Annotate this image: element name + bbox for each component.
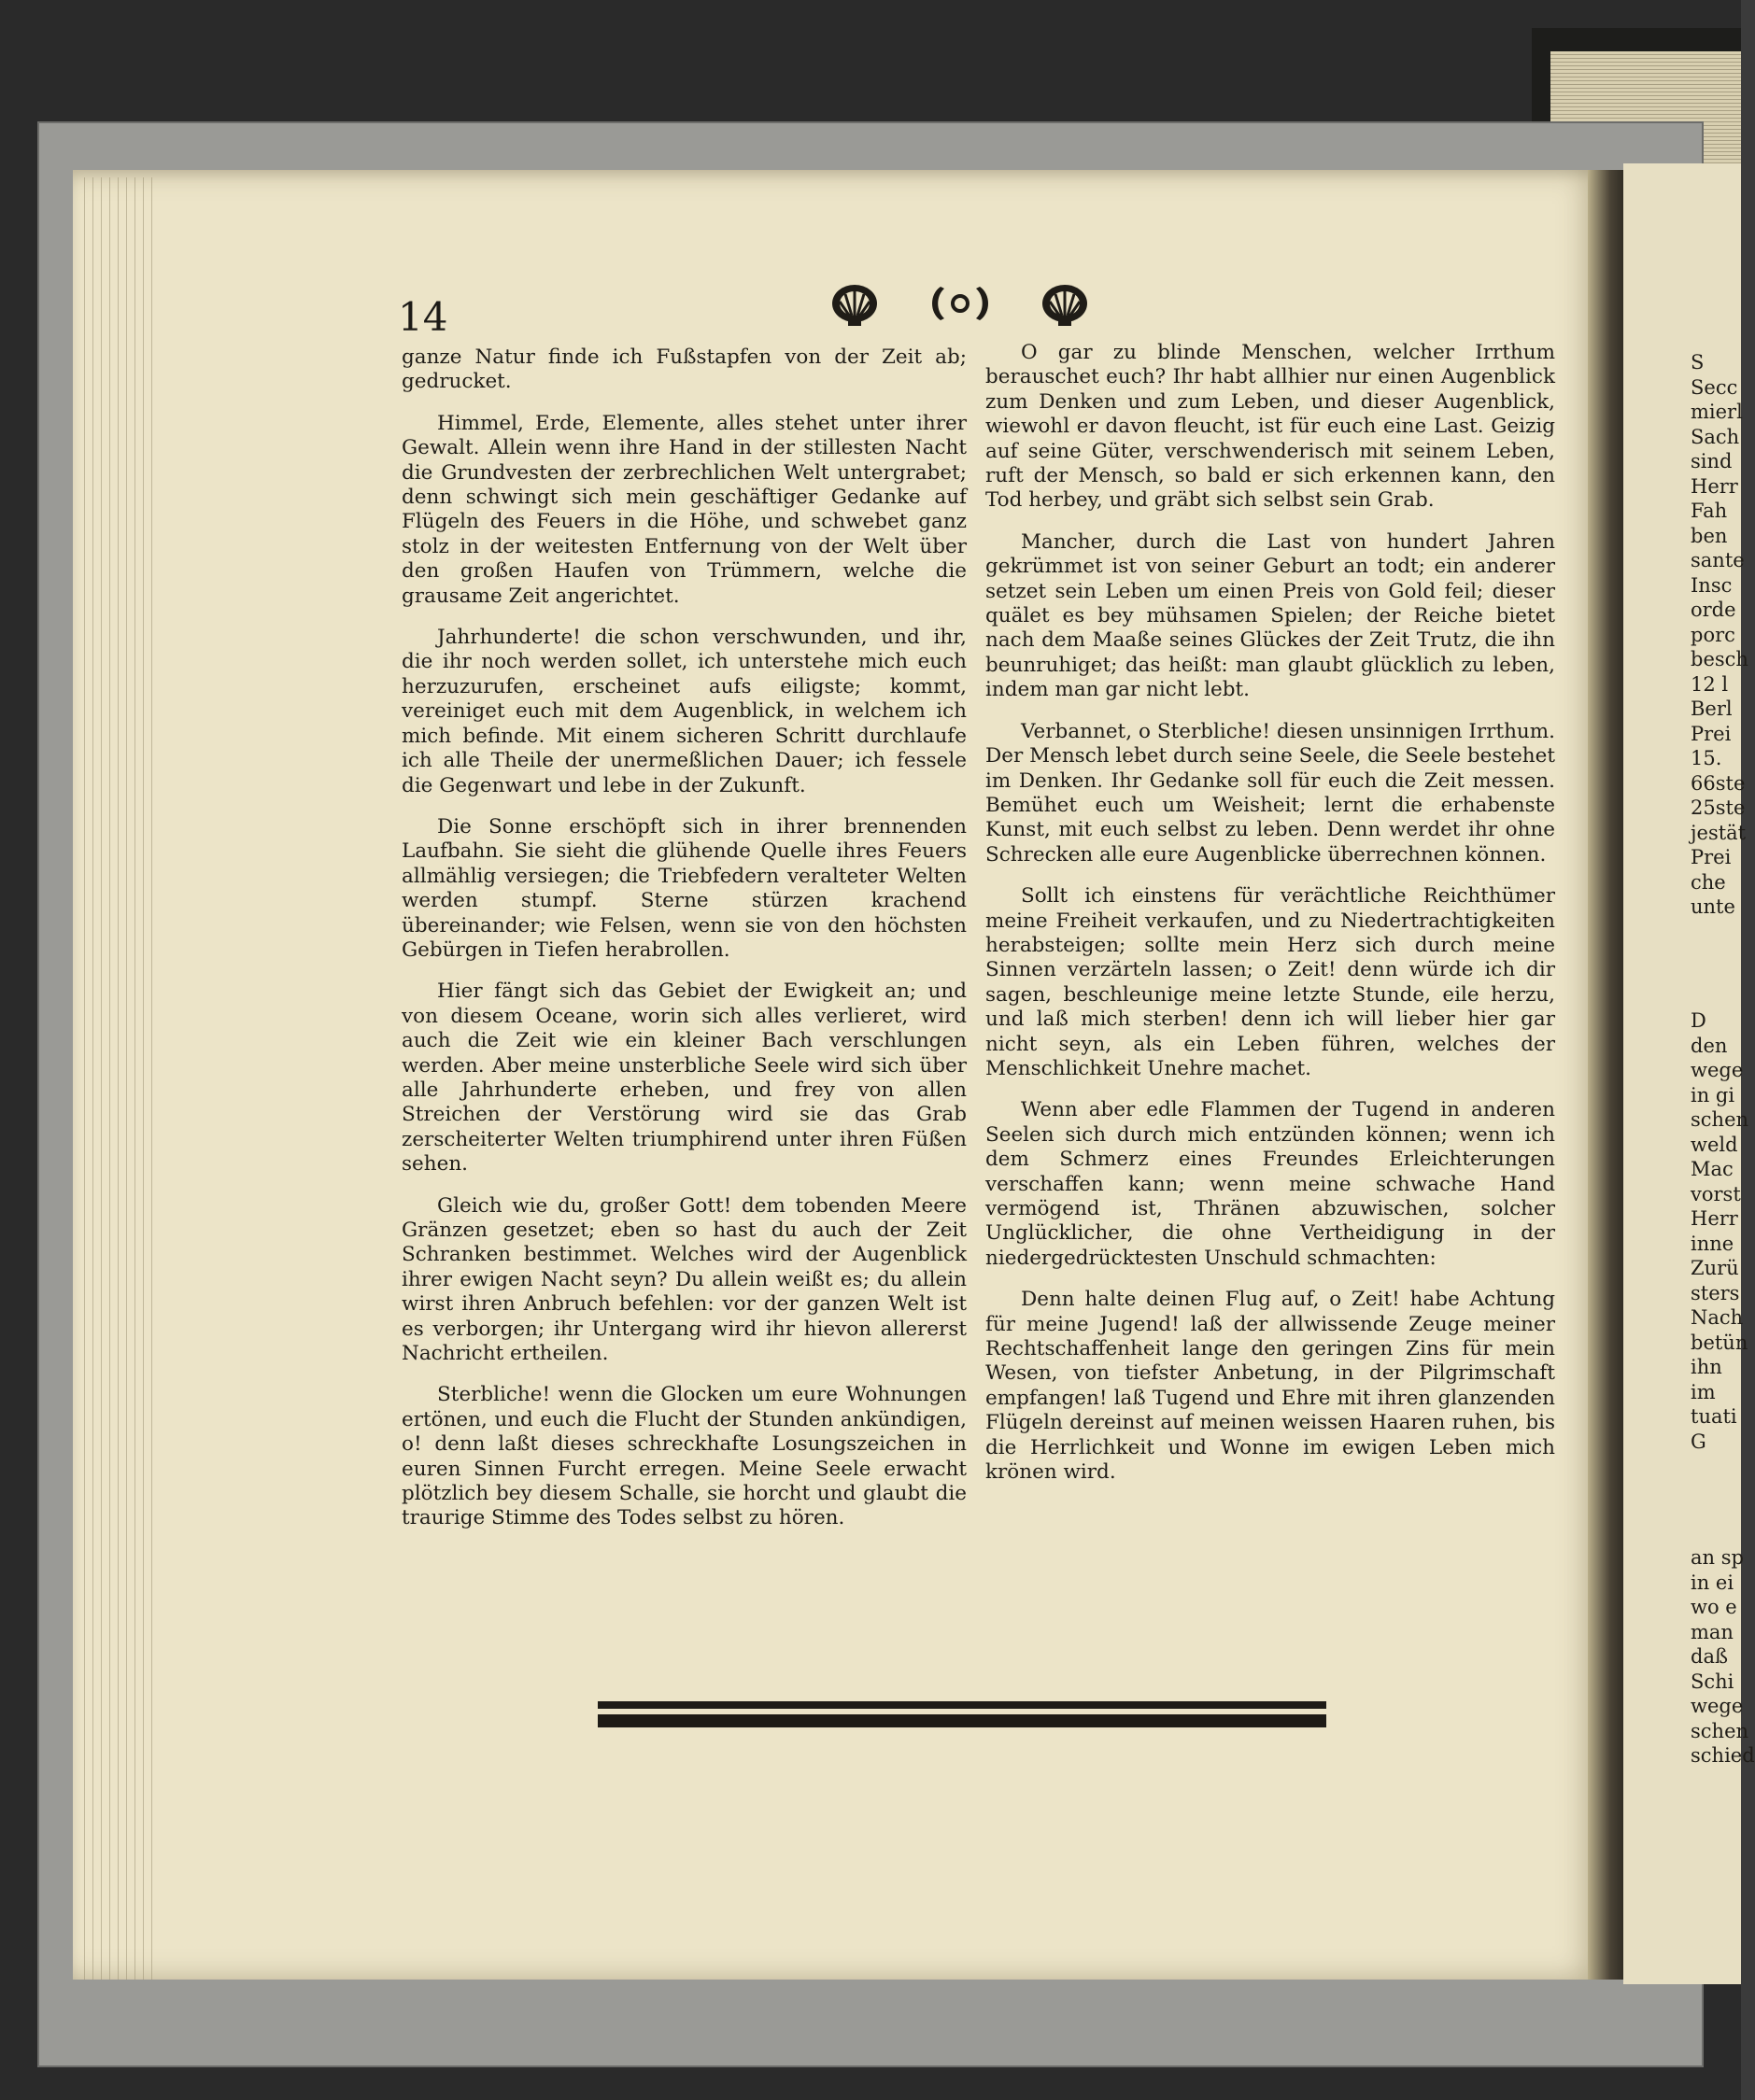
- paragraph: O gar zu blinde Menschen, welcher Irrthum berauschet euch? Ihr habt allhier nur einen Augenblick zum Denken und zum Leben, und dieser Augenblick, wiewohl er davon fleucht, ist für euch eine Last. Geizig auf seine Güter, verschwenderisch mit seinem Leben, ruft der Mensch, so bald er sich erkennen kann, den Tod herbey, und gräbt sich selbst sein Grab.: [985, 341, 1555, 513]
- paragraph: Jahrhunderte! die schon verschwunden, und ihr, die ihr noch werden sollet, ich unterstehe mich euch herzuzurufen, erscheinet aufs eiligste; kommt, vereiniget euch mit dem Augenblick, in welchem ich mich befinde. Mit einem sicheren Schritt durchlaufe ich alle Theile der unermeßlichen Dauer; ich fessele die Gegenwart und lebe in der Zukunft.: [402, 626, 967, 797]
- facing-page-fragment: Nach: [1691, 1306, 1744, 1329]
- paragraph: Verbannet, o Sterbliche! diesen unsinnigen Irrthum. Der Mensch lebet durch seine Seele, die Seele bestehet im Denken. Ihr Gedanke soll für euch die Zeit messen. Bemühet euch um Weisheit; lernt die erhabenste Kunst, mit euch selbst zu leben. Denn werdet ihr ohne Schrecken alle eure Augenblicke überrechnen können.: [985, 719, 1555, 867]
- facing-page-fragment: 15.: [1691, 747, 1722, 769]
- facing-page-fragment: Herr: [1691, 1207, 1738, 1230]
- facing-page-fragment: tuati: [1691, 1405, 1737, 1428]
- end-rule: [598, 1701, 1326, 1727]
- ornament-graphic: [822, 275, 1111, 331]
- facing-page-fragment: daß: [1691, 1645, 1728, 1668]
- facing-page-fragment: schen: [1691, 1108, 1749, 1131]
- facing-page-fragment: Prei: [1691, 722, 1732, 745]
- facing-page-fragment: porc: [1691, 623, 1735, 646]
- page-edge-lines: [84, 177, 159, 1980]
- facing-page-fragment: 12 l: [1691, 672, 1729, 696]
- paragraph: Die Sonne erschöpft sich in ihrer brennenden Laufbahn. Sie sieht die glühende Quelle ihres Feuers allmählig versiegen; die Triebfedern veralteter Welten werden stumpf. Sterne stürzen krachend übereinander; wie Felsen, wenn sie von den höchsten Gebürgen in Tiefen herabrollen.: [402, 814, 967, 962]
- facing-page-fragment: Prei: [1691, 846, 1732, 868]
- facing-page-fragment: Zurü: [1691, 1257, 1739, 1279]
- paragraph: Wenn aber edle Flammen der Tugend in anderen Seelen sich durch mich entzünden können; wenn ich dem Schmerz eines Freundes Erleichterungen verschaffen kann; wenn meine schwache Hand vermögend ist, Thränen abzuwischen, solcher Unglücklicher, die ohne Vertheidigung in der niedergedrücktesten Unschuld schmachten:: [985, 1098, 1555, 1270]
- facing-page-fragment: Insc: [1691, 573, 1733, 597]
- facing-page-fragment: Secc: [1691, 375, 1738, 399]
- facing-page-fragment: schied: [1691, 1744, 1755, 1767]
- facing-page-fragment: Schi: [1691, 1670, 1734, 1693]
- right-text-column: [985, 341, 1555, 1501]
- book-gutter: [1588, 170, 1625, 1980]
- facing-page-fragment: D: [1691, 1009, 1706, 1032]
- facing-page-fragment: 66ste: [1691, 771, 1746, 795]
- facing-page-fragment: unte: [1691, 895, 1735, 918]
- facing-page-fragment: in gi: [1691, 1083, 1735, 1106]
- divider-ornament-icon: [932, 287, 988, 320]
- facing-page-fragment: ihn: [1691, 1356, 1722, 1378]
- facing-page-fragment: ben: [1691, 524, 1728, 547]
- facing-page-fragment: orde: [1691, 599, 1736, 621]
- facing-page-fragment: im: [1691, 1380, 1716, 1403]
- shell-ornament-left-icon: [832, 285, 877, 326]
- facing-page-fragment: an sp: [1691, 1546, 1744, 1569]
- facing-page-fragment: betün: [1691, 1331, 1748, 1354]
- facing-page-fragment: schen: [1691, 1719, 1749, 1742]
- facing-page-fragment: wege: [1691, 1695, 1744, 1717]
- left-text-column: [402, 345, 967, 1548]
- facing-page-fragment: Mac: [1691, 1158, 1734, 1180]
- facing-page-fragment: in ei: [1691, 1571, 1734, 1594]
- shell-ornament-right-icon: [1042, 285, 1087, 326]
- facing-page-fragment: S: [1691, 351, 1705, 373]
- facing-page-fragment: besch: [1691, 648, 1748, 670]
- facing-page-fragment: Fah: [1691, 500, 1728, 522]
- facing-page-fragment: vorst: [1691, 1182, 1741, 1205]
- facing-page-fragment: den: [1691, 1034, 1728, 1057]
- facing-page-fragment: G: [1691, 1430, 1706, 1453]
- facing-page-fragment: man: [1691, 1620, 1734, 1643]
- paragraph: Sterbliche! wenn die Glocken um eure Wohnungen ertönen, und euch die Flucht der Stunden ankündigen, o! denn laßt dieses schreckhafte Losungszeichen in euren Sinnen Furcht erregen. Meine Seele erwacht plötzlich bey diesem Schalle, sie horcht und glaubt die traurige Stimme des Todes selbst zu hören.: [402, 1383, 967, 1530]
- facing-page-fragment: jestät: [1691, 821, 1747, 844]
- paragraph: Himmel, Erde, Elemente, alles stehet unter ihrer Gewalt. Allein wenn ihre Hand in der stillesten Nacht die Grundvesten der zerbrechlichen Welt untergrabet; denn schwingt sich mein geschäftiger Gedanke auf Flügeln des Feuers in die Höhe, und schwebet ganz stolz in der weitesten Entfernung von der Welt über den großen Haufen von Trümmern, welche die grausame Zeit angerichtet.: [402, 411, 967, 608]
- facing-page-fragment: 25ste: [1691, 796, 1746, 819]
- page-number: 14: [398, 294, 448, 340]
- header-ornament: [822, 275, 1111, 331]
- facing-page-fragment: sante: [1691, 549, 1745, 571]
- paragraph: Mancher, durch die Last von hundert Jahren gekrümmet ist von seiner Geburt an todt; ein anderer setzet sein Leben um einen Preis von Gold feil; dieser quälet es bey mühsamen Spielen; der Reiche bietet nach dem Maaße seines Glückes der Zeit Trutz, die ihn beunruhiget; das heißt: man glaubt glücklich zu leben, indem man gar nicht lebt.: [985, 529, 1555, 702]
- facing-page-fragment: che: [1691, 870, 1726, 894]
- facing-page-fragment: Herr: [1691, 474, 1738, 498]
- paragraph: Hier fängt sich das Gebiet der Ewigkeit an; und von diesem Oceane, worin sich alles verlieret, wird auch die Zeit wie ein kleiner Bach verschlungen werden. Aber meine unsterbliche Seele wird sich über alle Jahrhunderte erheben, und frey von allen Streichen der Verstörung wird sie das Grab zerscheiterter Welten triumphirend unter ihren Füßen sehen.: [402, 980, 967, 1177]
- facing-page-fragment: Sach: [1691, 425, 1740, 448]
- facing-page-fragment: wege: [1691, 1059, 1744, 1081]
- paragraph: Gleich wie du, großer Gott! dem tobenden Meere Gränzen gesetzet; eben so hast du auch der Zeit Schranken bestimmet. Welches wird der Augenblick ihrer ewigen Nacht seyn? Du allein weißt es; du allein wirst ihren Anbruch befehlen: vor der ganzen Welt ist es verborgen; ihr Untergang wird ihr hievon allererst Nachricht ertheilen.: [402, 1193, 967, 1366]
- paragraph: ganze Natur finde ich Fußstapfen von der Zeit ab; gedrucket.: [402, 345, 967, 394]
- facing-page-fragment: sters: [1691, 1281, 1740, 1304]
- paragraph: Sollt ich einstens für verächtliche Reichthümer meine Freiheit verkaufen, und zu Niedertrachtigkeiten herabsteigen; sollte mein Herz sich durch meine Sinnen verzärteln lassen; o Zeit! denn würde ich dir sagen, beschleunige meine letzte Stunde, eile herzu, und laß mich sterben! denn ich will lieber hier gar nicht seyn, als ein Leben führen, welches der Menschlichkeit Unehre machet.: [985, 884, 1555, 1080]
- facing-page-fragment: weld: [1691, 1133, 1738, 1156]
- facing-page-fragment: wo e: [1691, 1596, 1737, 1618]
- paragraph: Denn halte deinen Flug auf, o Zeit! habe Achtung für meine Jugend! laß der allwissende Zeuge meiner Rechtschaffenheit lange den geringen Zins für mein Wesen, von tiefster Anbetung, in der Pilgrimschaft empfangen! laß Tugend und Ehre mit ihren glanzenden Flügeln dereinst auf meinen weissen Haaren ruhen, bis die Herrlichkeit und Wonne im ewigen Leben mich krönen wird.: [985, 1288, 1555, 1485]
- facing-page-fragment: mierl: [1691, 401, 1743, 423]
- facing-page-fragment: inne: [1691, 1232, 1734, 1255]
- facing-page-fragment: Berl: [1691, 698, 1733, 720]
- facing-page-fragment: sind: [1691, 450, 1733, 472]
